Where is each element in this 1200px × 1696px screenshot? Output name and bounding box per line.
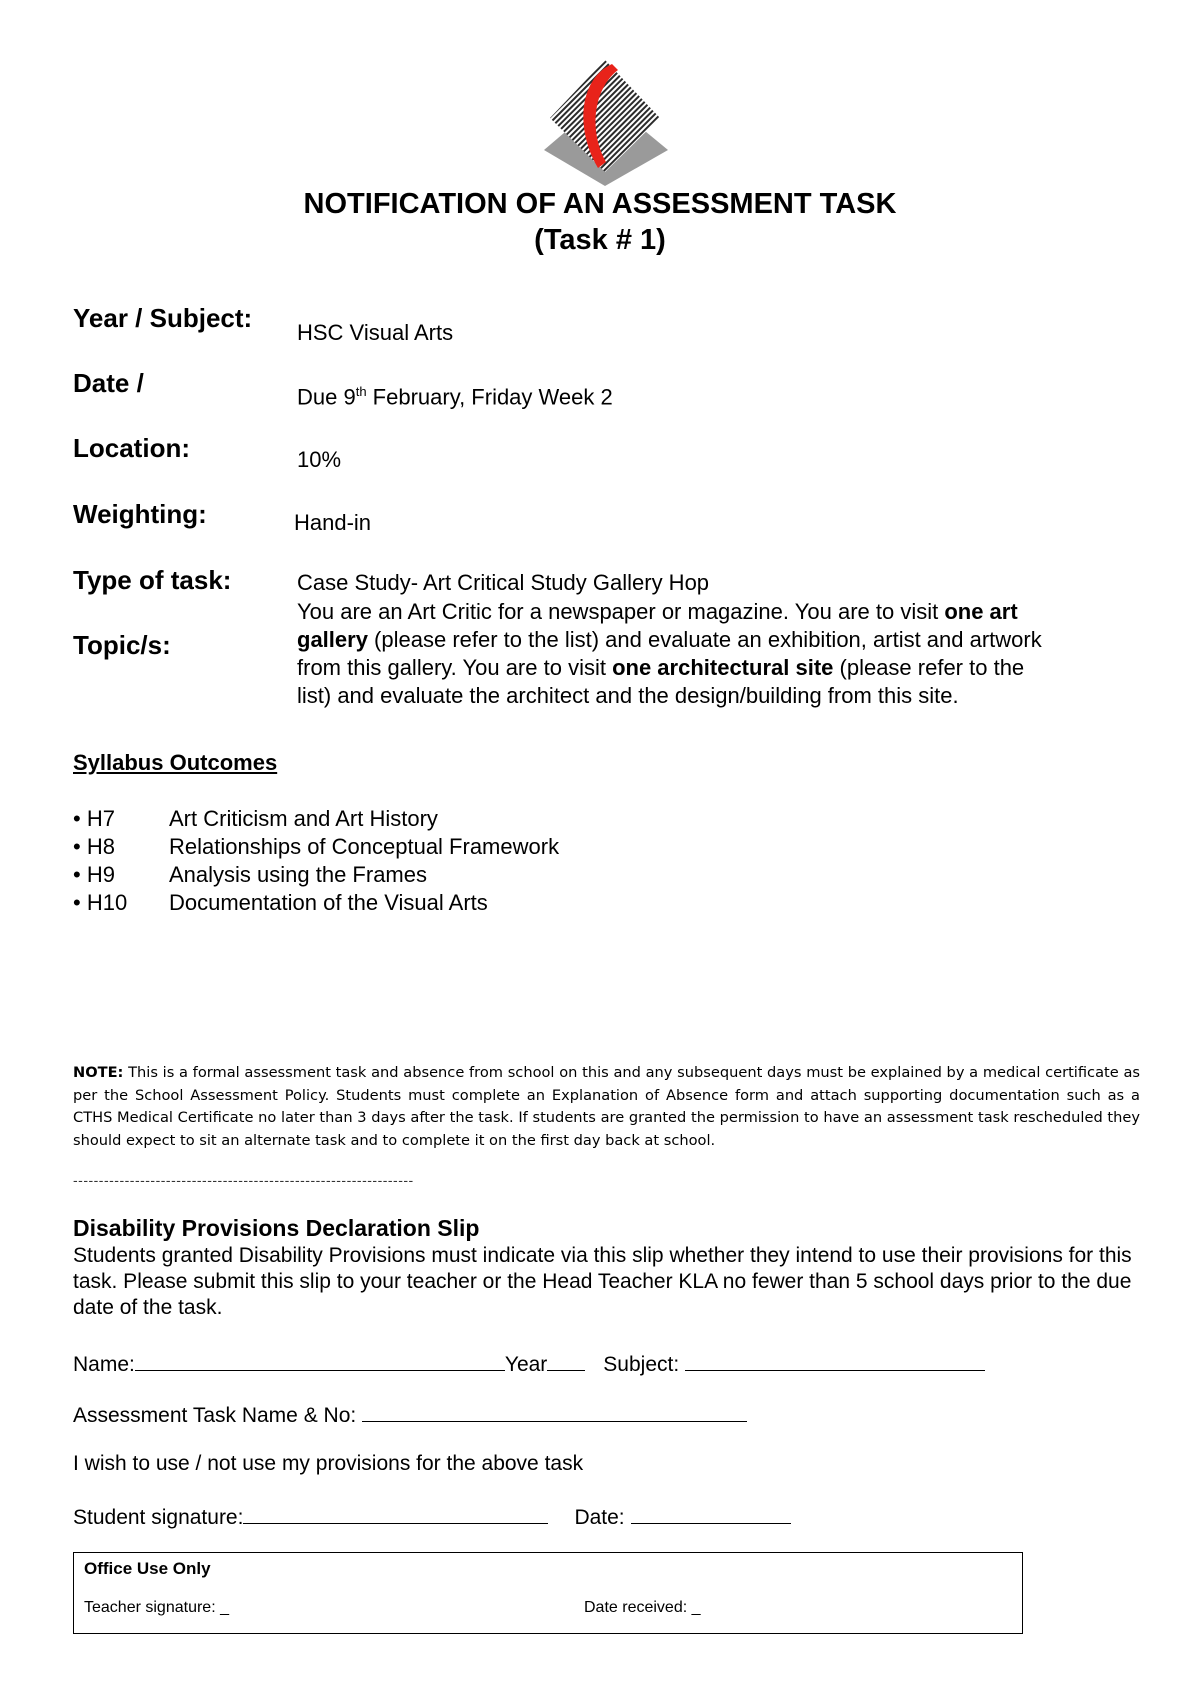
student-signature-blank[interactable] [243,1503,548,1524]
task-name-row [73,1401,747,1428]
outcome-item: • H9 Analysis using the Frames [73,862,427,887]
cut-line: ------------------------------------------------------------------ [73,1172,414,1188]
outcome-item: • H10 Documentation of the Visual Arts [73,890,488,915]
school-logo [540,58,670,188]
name-blank[interactable] [135,1350,505,1371]
label-location: Location: [73,433,190,463]
topic-description: You are an Art Critic for a newspaper or magazine. You are to visit one art gallery (please refer to the list) and evaluate an exhibition, artist and artwork from this gallery. You are to visit one architectural site (please refer to the list) and evaluate the architect and the design/building from this site. [297,599,1042,708]
page-title: NOTIFICATION OF AN ASSESSMENT TASK [303,188,897,220]
value-weighting: Hand-in [294,510,372,535]
date-received: Date received: _ [584,1599,701,1616]
outcome-item: • H8 Relationships of Conceptual Framework [73,834,560,859]
office-use-box [73,1552,1023,1634]
assessment-note: NOTE: This is a formal assessment task and absence from school on this and any subsequent days must be explained by a medical certificate as per the School Assessment Policy. Students must complete an Explanation of Absence form and attach supporting documentation such as a CTHS Medical Certificate no later than 3 days after the task. If students are granted the permission to have an assessment task rescheduled they should expect to sit an alternate task and to complete it on the first day back at school. [73,1064,1140,1149]
value-location: 10% [297,447,342,472]
label-weighting: Weighting: [73,499,207,529]
slip-heading: Disability Provisions Declaration Slip [73,1215,480,1241]
value-year-subject: HSC Visual Arts [297,320,454,345]
task-name-label: Assessment Task Name & No: [73,1404,357,1427]
task-name-blank[interactable] [362,1401,747,1422]
label-topics: Topic/s: [73,630,171,660]
year-label: Year [504,1353,548,1376]
slip-instructions: Students granted Disability Provisions must indicate via this slip whether they intend to use their provisions for this task. Please submit this slip to your teacher or the Head Teacher KLA no fewer than 5 school days prior to the due date of the task. [73,1244,1132,1319]
value-date: Due 9th February, Friday Week 2 [297,384,613,410]
subject-label: Subject: [603,1353,680,1376]
office-use-heading: Office Use Only [84,1559,211,1578]
value-type-of-task: Case Study- Art Critical Study Gallery Hop [297,570,710,595]
task-number: (Task # 1) [534,224,666,256]
label-date: Date / [73,368,144,398]
provisions-statement: I wish to use / not use my provisions for the above task [73,1452,584,1475]
outcome-item: • H7 Art Criticism and Art History [73,806,438,831]
syllabus-outcomes-heading: Syllabus Outcomes [73,750,278,775]
subject-blank[interactable] [685,1350,985,1371]
teacher-signature: Teacher signature: _ [84,1599,229,1616]
year-blank[interactable] [547,1350,585,1371]
name-year-subject-row [73,1350,985,1377]
date-blank[interactable] [631,1503,791,1524]
student-signature-label: Student signature: [73,1506,244,1529]
label-year-subject: Year / Subject: [73,303,253,333]
name-label: Name: [73,1353,135,1376]
label-type-of-task: Type of task: [73,565,232,595]
signature-row [73,1503,791,1530]
date-label: Date: [574,1506,625,1529]
